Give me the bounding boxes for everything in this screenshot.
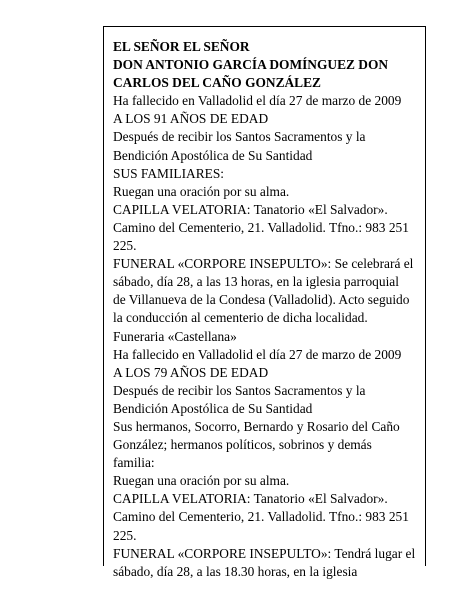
obituary-text-line: Ha fallecido en Valladolid el día 27 de marzo de 2009 — [113, 346, 402, 362]
obituary-text-line: sábado, día 28, a las 18.30 horas, en la iglesia — [113, 563, 358, 579]
obituary-text-line: CAPILLA VELATORIA: Tanatorio «El Salvador». — [113, 491, 388, 507]
obituary-text-line: Bendición Apostólica de Su Santidad — [113, 147, 313, 163]
obituary-text-line: Sus hermanos, Socorro, Bernardo y Rosario del Caño — [113, 418, 400, 434]
obituary-text-line: 225. — [113, 238, 137, 254]
obituary-text-line: A LOS 91 AÑOS DE EDAD — [113, 111, 269, 127]
obituary-text-line: CAPILLA VELATORIA: Tanatorio «El Salvador». — [113, 201, 388, 217]
obituary-heading-line: DON ANTONIO GARCÍA DOMÍNGUEZ DON — [113, 57, 389, 73]
obituary-text-line: Ha fallecido en Valladolid el día 27 de marzo de 2009 — [113, 93, 402, 109]
obituary-text-line: Después de recibir los Santos Sacramentos y la — [113, 382, 366, 398]
obituary-text-line: Después de recibir los Santos Sacramentos y la — [113, 129, 366, 145]
obituary-text-line: SUS FAMILIARES: — [113, 165, 224, 181]
obituary-text-line: sábado, día 28, a las 13 horas, en la iglesia parroquial — [113, 274, 399, 290]
obituary-text-line: Bendición Apostólica de Su Santidad — [113, 400, 313, 416]
obituary-text-line: FUNERAL «CORPORE INSEPULTO»: Se celebrará el — [113, 256, 414, 272]
obituary-text-line: Camino del Cementerio, 21. Valladolid. Tfno.: 983 251 — [113, 509, 409, 525]
obituary-text-line: Ruegan una oración por su alma. — [113, 473, 290, 489]
obituary-text-line: la conducción al cementerio de dicha localidad. — [113, 310, 368, 326]
obituary-text-line: Ruegan una oración por su alma. — [113, 183, 290, 199]
obituary-heading-line: CARLOS DEL CAÑO GONZÁLEZ — [113, 75, 321, 91]
obituary-heading-line: EL SEÑOR EL SEÑOR — [113, 39, 250, 54]
obituary-text-line: Camino del Cementerio, 21. Valladolid. Tfno.: 983 251 — [113, 219, 409, 235]
obituary-text-line: Funeraria «Castellana» — [113, 328, 237, 344]
obituary-text-line: 225. — [113, 527, 137, 543]
obituary-text-line: González; hermanos políticos, sobrinos y demás — [113, 437, 372, 453]
obituary-text-line: familia: — [113, 455, 155, 471]
obituary-text-line: A LOS 79 AÑOS DE EDAD — [113, 364, 269, 380]
obituary-text-line: de Villanueva de la Condesa (Valladolid). Acto seguido — [113, 292, 410, 308]
obituary-text-line: FUNERAL «CORPORE INSEPULTO»: Tendrá lugar el — [113, 545, 416, 561]
obituary-text-block — [113, 38, 433, 581]
